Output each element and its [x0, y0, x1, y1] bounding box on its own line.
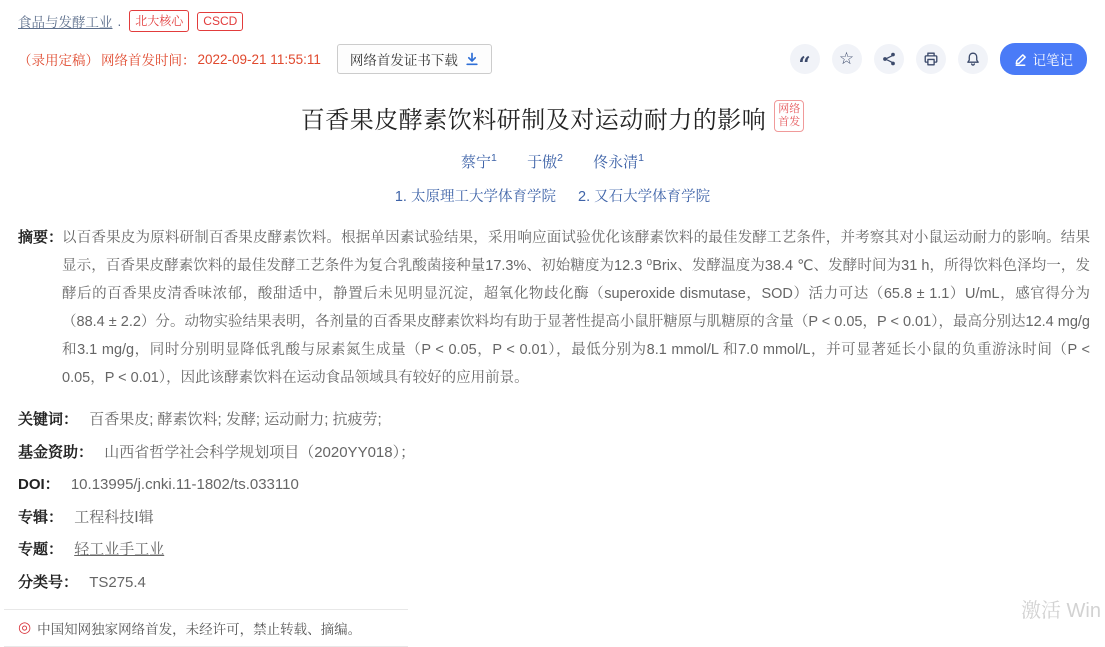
meta-row-doi — [18, 477, 1090, 493]
author-name: 蔡宁 — [461, 154, 492, 171]
author-name: 于傲 — [527, 154, 558, 171]
author-sup: 2 — [557, 152, 563, 164]
author-link[interactable] — [461, 154, 497, 171]
meta-row-funding — [18, 445, 1090, 461]
copyright-icon: ◎ — [18, 619, 32, 636]
share-icon — [881, 51, 897, 67]
copyright-notice — [4, 609, 408, 647]
subject-link[interactable]: 轻工业手工业 — [74, 541, 165, 558]
online-first-badge-line2: 首发 — [778, 116, 801, 128]
author-sup: 1 — [491, 152, 497, 164]
title-block — [0, 100, 1105, 135]
note-button-label: 记笔记 — [1032, 53, 1073, 68]
author-sup: 1 — [638, 152, 644, 164]
meta-row-keywords — [18, 412, 1090, 428]
clc-label: 分类号： — [18, 573, 79, 591]
cert-download-label: 网络首发证书下载 — [349, 53, 458, 68]
journal-row — [18, 10, 1087, 32]
activate-windows-watermark: 激活 Win — [1021, 600, 1101, 622]
note-button[interactable] — [1000, 43, 1088, 75]
subject-label: 专题： — [18, 541, 64, 558]
publish-time: 2022-09-21 11:55:11 — [197, 51, 321, 67]
keywords-value: 百香果皮; 酵素饮料; 发酵; 运动耐力; 抗疲劳; — [89, 411, 382, 428]
series-value: 工程科技Ⅰ辑 — [74, 508, 154, 526]
page-title: 百香果皮酵素饮料研制及对运动耐力的影响 — [300, 107, 767, 134]
quote-icon: “ — [798, 51, 811, 77]
print-button[interactable] — [916, 44, 946, 74]
page-header — [0, 0, 1105, 77]
affiliation-link[interactable]: 1. 太原理工大学体育学院 — [394, 189, 556, 205]
cert-download-button[interactable] — [337, 44, 492, 74]
funding-value: 山西省哲学社会科学规划项目（2020YY018）； — [104, 443, 416, 461]
meta-section — [18, 412, 1090, 591]
notification-button[interactable] — [958, 44, 988, 74]
doi-value: 10.13995/j.cnki.11-1802/ts.033110 — [70, 476, 299, 493]
doi-label: DOI： — [18, 476, 60, 493]
printer-icon — [923, 51, 939, 67]
meta-row-subject — [18, 542, 1090, 558]
download-icon — [465, 52, 479, 66]
copyright-text: 中国知网独家网络首发，未经许可，禁止转载、摘编。 — [37, 621, 362, 637]
publish-row — [18, 44, 1087, 77]
action-toolbar — [790, 43, 1088, 75]
badge-cscd: CSCD — [197, 12, 243, 31]
funding-label: 基金资助： — [18, 443, 94, 461]
author-link[interactable] — [593, 154, 644, 171]
quote-button[interactable] — [790, 44, 820, 77]
accept-status: （录用定稿） — [18, 53, 99, 68]
clc-value: TS275.4 — [89, 573, 146, 591]
favorite-button[interactable] — [832, 44, 862, 74]
meta-row-series — [18, 510, 1090, 526]
author-link[interactable] — [527, 154, 563, 171]
abstract-text: 以百香果皮为原料研制百香果皮酵素饮料。根据单因素试验结果，采用响应面试验优化该酵素饮料的最佳发酵工艺条件，并考察其对小鼠运动耐力的影响。结果显示，百香果皮酵素饮料的最佳发酵工艺条件为复合乳酸菌接种量17.3%、初始糖度为12.3 ⁰Brix、发酵温度为38.4 ℃、发酵时间为31 h，所得饮料色泽均一，发酵后的百香果皮清香味浓郁，酸甜适中，静置后未见明显沉淀，超氧化物歧化酶（superoxide dismutase，SOD）活力可达（65.8 ± 1.1）U/mL，感官得分为（88.4 ± 2.2）分。动物实验结果表明，各剂量的百香果皮酵素饮料均有助于显著性提高小鼠肝糖原与肌糖原的含量（P < 0.05，P < 0.01），最高分别达12.4 mg/g 和3.1 mg/g，同时分别明显降低乳酸与尿素氮生成量（P < 0.05，P < 0.01），最低分别为8.1 mmol/L 和7.0 mmol/L，并可显著延长小鼠的负重游泳时间（P < 0.05，P < 0.01），因此该酵素饮料在运动食品领域具有较好的应用前景。 — [62, 230, 1090, 386]
badge-pku-core: 北大核心 — [129, 10, 189, 32]
keywords-label: 关键词： — [18, 411, 79, 428]
online-first-badge — [774, 100, 804, 132]
star-icon: ☆ — [838, 48, 855, 68]
online-first-badge-line1: 网络 — [778, 103, 801, 115]
journal-dot: . — [117, 13, 122, 29]
publish-time-label: 网络首发时间： — [101, 53, 196, 68]
affiliation-link[interactable]: 2. 又石大学体育学院 — [578, 189, 711, 205]
abstract-section — [18, 224, 1090, 392]
affiliation-list — [0, 185, 1105, 206]
author-name: 佟永清 — [593, 154, 639, 171]
journal-link[interactable]: 食品与发酵工业 — [18, 15, 113, 30]
pencil-icon — [1014, 53, 1027, 66]
bell-icon — [965, 51, 981, 67]
share-button[interactable] — [874, 44, 904, 74]
abstract-label: 摘要： — [18, 229, 64, 246]
author-list — [0, 151, 1105, 172]
series-label: 专辑： — [18, 508, 64, 526]
meta-row-clc — [18, 575, 1090, 591]
